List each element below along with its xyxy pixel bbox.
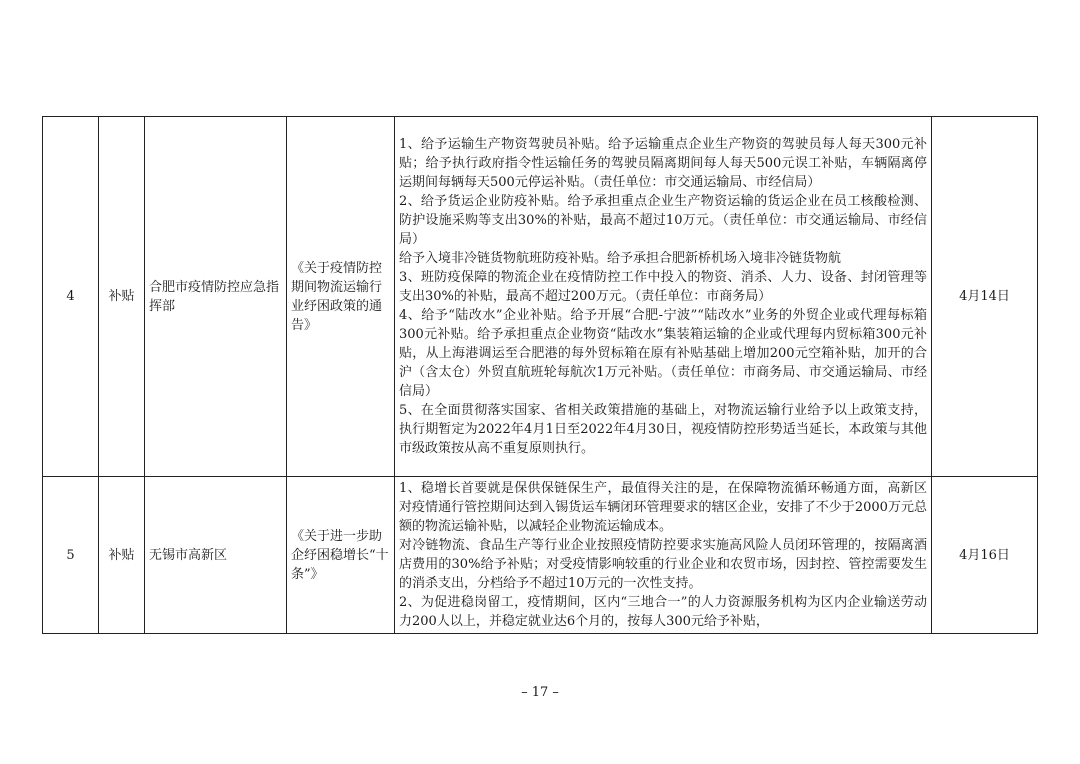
issuing-authority: 合肥市疫情防控应急指挥部 [145, 117, 287, 477]
page-number: – 17 – [521, 685, 559, 700]
content-paragraph: 5、在全面贯彻落实国家、省相关政策措施的基础上，对物流运输行业给予以上政策支持，执行期暂定为2022年4月1日至2022年4月30日，视疫情防控形势适当延长，本政策与其他市级政策按从高不重复原则执行。 [399, 403, 927, 456]
policy-title: 《关于进一步助企纾困稳增长“十条”》 [287, 477, 395, 634]
row-number: 5 [43, 477, 99, 634]
table-row [43, 117, 1038, 477]
table-row [43, 477, 1038, 634]
content-paragraph: 给予入境非冷链货物航班防疫补贴。给予承担合肥新桥机场入境非冷链货物航 [399, 251, 842, 266]
policy-content [395, 117, 932, 477]
policy-content [395, 477, 932, 634]
content-paragraph: 3、班防疫保障的物流企业在疫情防控工作中投入的物资、消杀、人力、设备、封闭管理等支出30%的补贴，最高不超过200万元。（责任单位：市商务局） [399, 270, 927, 304]
policy-title: 《关于疫情防控期间物流运输行业纾困政策的通告》 [287, 117, 395, 477]
content-paragraph: 2、给予货运企业防疫补贴。给予承担重点企业生产物资运输的货运企业在员工核酸检测、防护设施采购等支出30%的补贴，最高不超过10万元。（责任单位：市交通运输局、市经信局） [399, 194, 927, 247]
content-paragraph: 1、稳增长首要就是保供保链保生产，最值得关注的是，在保障物流循环畅通方面，高新区对疫情通行管控期间达到入锡货运车辆闭环管理要求的辖区企业，安排了不少于2000万元总额的物流运输补贴，以减轻企业物流运输成本。 [399, 481, 927, 534]
content-paragraph: 4、给予“陆改水”企业补贴。给予开展“合肥-宁波”“陆改水”业务的外贸企业或代理每标箱300元补贴。给予承担重点企业物资“陆改水”集装箱运输的企业或代理每内贸标箱300元补贴，从上海港调运至合肥港的每外贸标箱在原有补贴基础上增加200元空箱补贴，加开的合沪（含太仓）外贸直航班轮每航次1万元补贴。（责任单位：市商务局、市交通运输局、市经信局） [399, 308, 927, 399]
issuing-authority: 无锡市高新区 [145, 477, 287, 634]
row-number: 4 [43, 117, 99, 477]
publish-date: 4月14日 [932, 117, 1038, 477]
publish-date: 4月16日 [932, 477, 1038, 634]
content-paragraph: 对冷链物流、食品生产等行业企业按照疫情防控要求实施高风险人员闭环管理的，按隔离酒店费用的30%给予补贴；对受疫情影响较重的行业企业和农贸市场，因封控、管控需要发生的消杀支出，分档给予不超过10万元的一次性支持。 [399, 538, 927, 591]
policy-table [42, 116, 1038, 634]
policy-type: 补贴 [99, 117, 145, 477]
content-paragraph: 2、为促进稳岗留工，疫情期间，区内“三地合一”的人力资源服务机构为区内企业输送劳动力200人以上，并稳定就业达6个月的，按每人300元给予补贴， [399, 595, 927, 629]
content-paragraph: 1、给予运输生产物资驾驶员补贴。给予运输重点企业生产物资的驾驶员每人每天300元补贴；给予执行政府指令性运输任务的驾驶员隔离期间每人每天500元误工补贴，车辆隔离停运期间每辆每天500元停运补贴。（责任单位：市交通运输局、市经信局） [399, 137, 927, 190]
policy-type: 补贴 [99, 477, 145, 634]
